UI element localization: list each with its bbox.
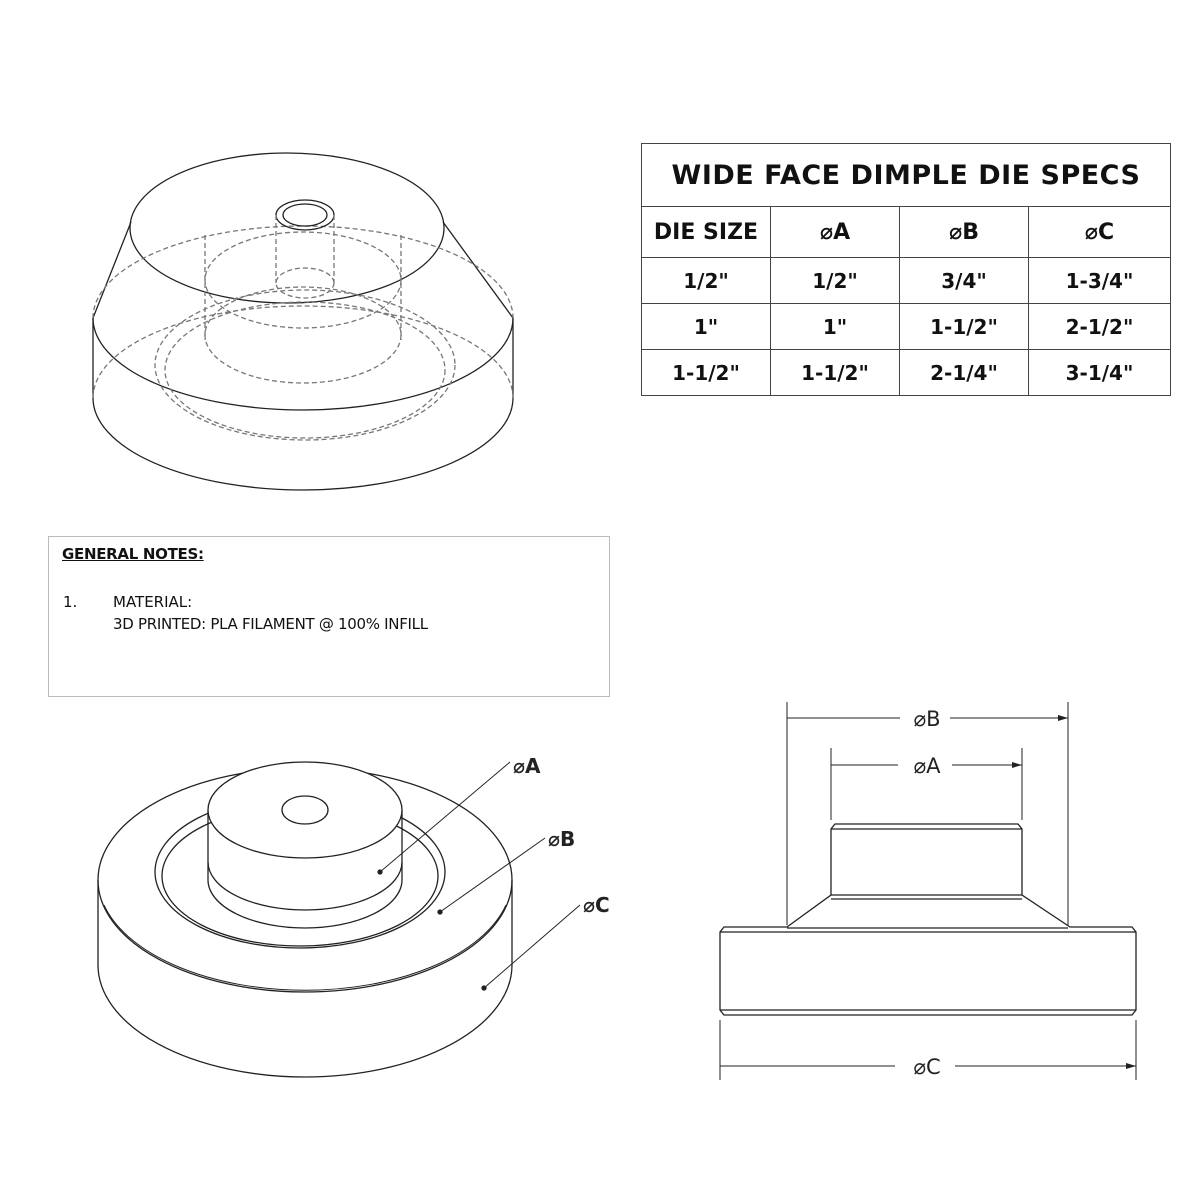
table-row — [642, 350, 1171, 396]
side-elevation-view — [720, 702, 1136, 1080]
table-cell: 3/4" — [900, 258, 1029, 304]
table-cell: 1-1/2" — [771, 350, 900, 396]
dimension-diameter-a: ⌀A — [913, 754, 941, 778]
callout-diameter-b: ⌀B — [548, 827, 576, 851]
table-cell: 1" — [642, 304, 771, 350]
column-header: ⌀A — [771, 207, 900, 258]
table-cell: 1" — [771, 304, 900, 350]
dimension-diameter-c: ⌀C — [913, 1055, 941, 1079]
callout-diameter-c: ⌀C — [583, 893, 610, 917]
table-cell: 1-1/2" — [642, 350, 771, 396]
column-header: ⌀C — [1029, 207, 1171, 258]
table-title: WIDE FACE DIMPLE DIE SPECS — [642, 144, 1171, 207]
table-cell: 1/2" — [771, 258, 900, 304]
column-header: DIE SIZE — [642, 207, 771, 258]
note-material-label: MATERIAL: — [113, 593, 193, 611]
table-cell: 1/2" — [642, 258, 771, 304]
note-material-value: 3D PRINTED: PLA FILAMENT @ 100% INFILL — [113, 615, 428, 633]
table-cell: 1-3/4" — [1029, 258, 1171, 304]
callout-diameter-a: ⌀A — [513, 754, 541, 778]
table-row — [642, 258, 1171, 304]
table-cell: 2-1/4" — [900, 350, 1029, 396]
notes-title: GENERAL NOTES: — [62, 545, 204, 563]
general-notes-box — [48, 536, 610, 697]
table-row — [642, 304, 1171, 350]
table-cell: 2-1/2" — [1029, 304, 1171, 350]
dimension-diameter-b: ⌀B — [913, 707, 941, 731]
column-header: ⌀B — [900, 207, 1029, 258]
table-cell: 1-1/2" — [900, 304, 1029, 350]
solid-isometric-view — [98, 754, 610, 1077]
die-specs-table — [641, 143, 1171, 396]
transparent-isometric-view — [93, 153, 513, 490]
note-number: 1. — [63, 593, 78, 611]
table-header-row — [642, 207, 1171, 258]
table-cell: 3-1/4" — [1029, 350, 1171, 396]
